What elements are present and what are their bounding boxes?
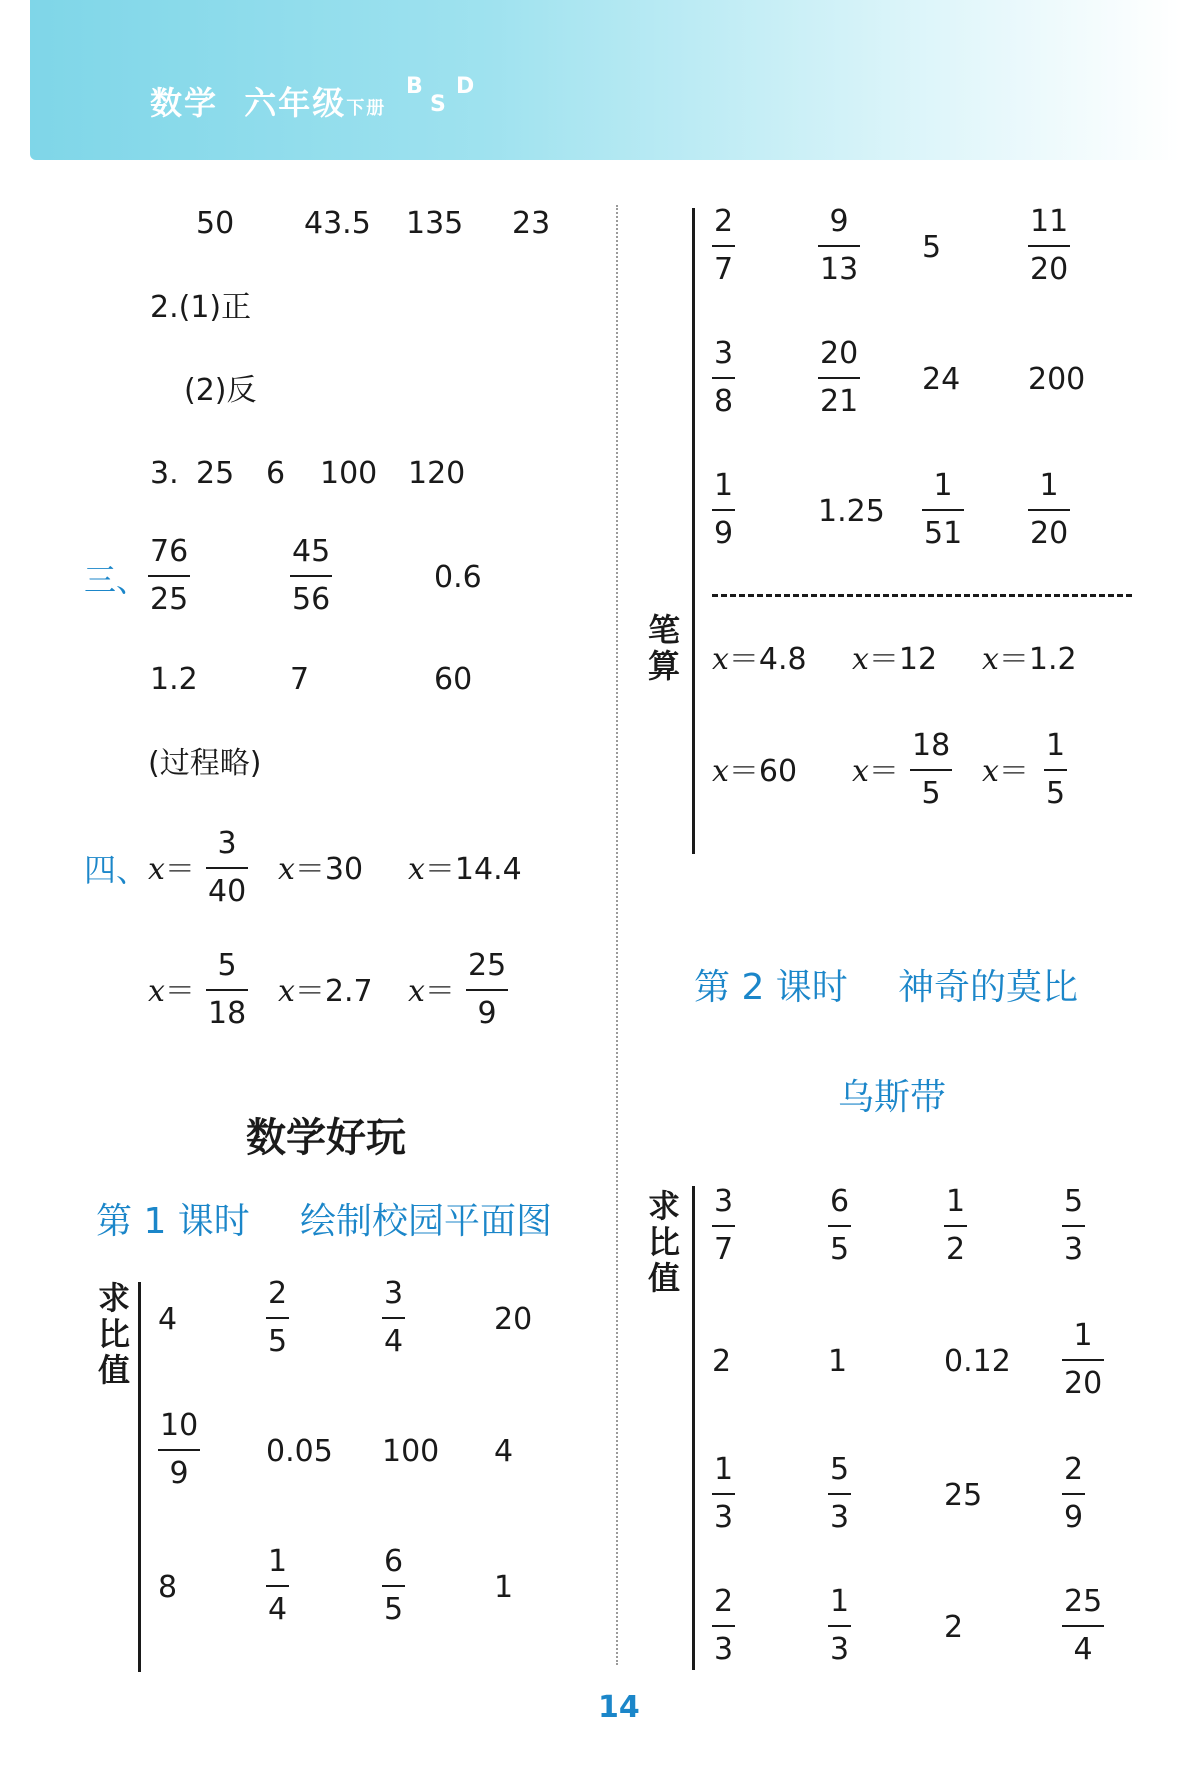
denominator: 3 (830, 1632, 850, 1667)
fraction (1062, 1584, 1104, 1668)
denominator: 20 (1030, 252, 1069, 287)
denominator: 3 (714, 1632, 734, 1667)
section-label-3: 三、 (84, 561, 149, 599)
denominator: 7 (714, 252, 734, 287)
equation: x＝14.4 (408, 852, 522, 887)
fraction (944, 1184, 967, 1268)
equation-value: 30 (324, 852, 364, 887)
fraction (712, 336, 735, 420)
equation-lhs: x＝ (148, 852, 195, 887)
header-banner (30, 0, 1180, 160)
equation-value: 14.4 (454, 852, 522, 887)
numerator: 2 (714, 204, 734, 239)
grade-label: 六年级 (244, 84, 347, 122)
variable: x (852, 642, 869, 677)
numerator: 10 (160, 1408, 199, 1443)
fraction (1062, 1452, 1085, 1536)
fraction (922, 468, 964, 552)
denominator: 8 (714, 384, 734, 419)
variable: x (408, 974, 425, 1009)
brand-s: S (430, 92, 446, 117)
equation-value: 1.2 (1028, 642, 1077, 677)
numerator: 20 (820, 336, 859, 371)
lesson-2-title-cont: 乌斯带 (838, 1077, 947, 1118)
numerator: 1 (1039, 468, 1059, 503)
fraction (206, 948, 248, 1032)
fraction (818, 336, 860, 420)
denominator: 5 (268, 1324, 288, 1359)
answer-value: 60 (434, 662, 473, 697)
denominator: 2 (946, 1232, 966, 1267)
variable: x (148, 974, 165, 1009)
numerator: 1 (1046, 728, 1066, 763)
answer-value: 0.12 (944, 1344, 1011, 1379)
column-divider (616, 205, 618, 1665)
equation-lhs: x＝ (408, 974, 455, 1009)
numerator: 1 (714, 1452, 734, 1487)
numerator: 11 (1030, 204, 1069, 239)
question-number: 3. (150, 456, 179, 491)
answer-value: 1 (828, 1344, 848, 1379)
variable: x (278, 974, 295, 1009)
fraction (712, 1584, 735, 1668)
answer-value: 1.25 (818, 494, 885, 529)
answer-value: 0.05 (266, 1434, 333, 1469)
answer-value: 5 (922, 230, 942, 265)
numerator: 1 (1073, 1318, 1093, 1353)
answer-value: 120 (408, 456, 466, 491)
denominator: 9 (477, 996, 497, 1031)
variable: x (712, 642, 729, 677)
book-title (150, 78, 386, 124)
denominator: 7 (714, 1232, 734, 1267)
variable: x (408, 852, 425, 887)
fraction (828, 1452, 851, 1536)
equation: x＝60 (712, 754, 798, 789)
denominator: 21 (820, 384, 859, 419)
fraction (712, 204, 735, 288)
variable: x (982, 754, 999, 789)
equation: x＝2.7 (278, 974, 373, 1009)
answer-value: 135 (406, 206, 464, 241)
fraction (712, 1184, 735, 1268)
numerator: 1 (714, 468, 734, 503)
vertical-rule (138, 1282, 141, 1672)
numerator: 25 (468, 948, 507, 983)
answer-value: 43.5 (304, 206, 371, 241)
answer-value: 100 (382, 1434, 440, 1469)
numerator: 1 (268, 1544, 288, 1579)
denominator: 4 (1073, 1632, 1093, 1667)
denominator: 9 (714, 516, 734, 551)
numerator: 5 (830, 1452, 850, 1487)
fraction (1044, 728, 1067, 812)
answer-value: 25 (196, 456, 235, 491)
ratio-label: 求比值 (647, 1187, 680, 1297)
equation: x＝12 (852, 642, 938, 677)
denominator: 20 (1064, 1366, 1103, 1401)
denominator: 20 (1030, 516, 1069, 551)
denominator: 3 (714, 1500, 734, 1535)
answer-q2-1: 2.(1)正 (150, 290, 252, 325)
numerator: 2 (1064, 1452, 1084, 1487)
answer-value: 6 (266, 456, 286, 491)
numerator: 6 (830, 1184, 850, 1219)
numerator: 18 (912, 728, 951, 763)
fraction (466, 948, 508, 1032)
answer-value: 8 (158, 1570, 178, 1605)
denominator: 5 (830, 1232, 850, 1267)
variable: x (278, 852, 295, 887)
lesson-2-title: 神奇的莫比 (898, 967, 1079, 1008)
denominator: 51 (924, 516, 963, 551)
volume-label: 下册 (346, 98, 387, 119)
equation-value: 60 (758, 754, 798, 789)
fraction (1062, 1318, 1104, 1402)
answer-value: 4 (158, 1302, 178, 1337)
answer-value: 23 (512, 206, 551, 241)
fraction (206, 826, 248, 910)
answer-value: 25 (944, 1478, 983, 1513)
equation: x＝1.2 (982, 642, 1077, 677)
denominator: 13 (820, 252, 859, 287)
fraction (910, 728, 952, 812)
variable: x (148, 852, 165, 887)
numerator: 76 (150, 534, 189, 569)
subject-label: 数学 (150, 84, 219, 122)
fraction (828, 1584, 851, 1668)
fraction (266, 1276, 289, 1360)
numerator: 45 (292, 534, 331, 569)
fraction (712, 1452, 735, 1536)
numerator: 3 (714, 336, 734, 371)
answer-value: 2 (944, 1610, 964, 1645)
lesson-1-number: 第 1 课时 (96, 1201, 250, 1242)
numerator: 2 (714, 1584, 734, 1619)
denominator: 5 (1046, 776, 1066, 811)
answer-q2-2: (2)反 (184, 373, 257, 408)
equation-lhs: x＝ (148, 974, 195, 1009)
dashed-divider (712, 594, 1132, 597)
denominator: 18 (208, 996, 247, 1031)
denominator: 5 (384, 1592, 404, 1627)
process-omitted-note: (过程略) (148, 746, 262, 781)
numerator: 5 (1064, 1184, 1084, 1219)
fraction (1062, 1184, 1085, 1268)
equation-value: 4.8 (758, 642, 807, 677)
fraction (1028, 204, 1070, 288)
denominator: 5 (921, 776, 941, 811)
denominator: 56 (292, 582, 331, 617)
lesson-2-number: 第 2 课时 (694, 967, 848, 1008)
answer-value: 20 (494, 1302, 533, 1337)
fraction (712, 468, 735, 552)
numerator: 6 (384, 1544, 404, 1579)
vertical-rule (692, 1186, 695, 1670)
page-number: 14 (598, 1690, 640, 1725)
answer-value: 200 (1028, 362, 1086, 397)
equation-value: 2.7 (324, 974, 373, 1009)
fraction (266, 1544, 289, 1628)
numerator: 3 (217, 826, 237, 861)
fraction (828, 1184, 851, 1268)
variable: x (712, 754, 729, 789)
fraction (818, 204, 860, 288)
written-calc-label: 笔算 (647, 611, 680, 685)
denominator: 3 (1064, 1232, 1084, 1267)
equation-value: 12 (898, 642, 938, 677)
equation-lhs: x＝ (982, 754, 1029, 789)
numerator: 2 (268, 1276, 288, 1311)
answer-value: 2 (712, 1344, 732, 1379)
brand-b: B (406, 74, 423, 99)
denominator: 40 (208, 874, 247, 909)
fraction (382, 1544, 405, 1628)
fraction (158, 1408, 200, 1492)
answer-value: 1 (494, 1570, 514, 1605)
equation: x＝30 (278, 852, 364, 887)
denominator: 4 (268, 1592, 288, 1627)
variable: x (852, 754, 869, 789)
answer-value: 24 (922, 362, 961, 397)
numerator: 3 (384, 1276, 404, 1311)
fraction (1028, 468, 1070, 552)
numerator: 25 (1064, 1584, 1103, 1619)
numerator: 1 (933, 468, 953, 503)
denominator: 9 (169, 1456, 189, 1491)
answer-value: 100 (320, 456, 378, 491)
vertical-rule (692, 208, 695, 854)
denominator: 4 (384, 1324, 404, 1359)
answer-value: 1.2 (150, 662, 198, 697)
numerator: 1 (830, 1584, 850, 1619)
fraction (382, 1276, 405, 1360)
lesson-1-title: 绘制校园平面图 (300, 1201, 553, 1242)
section-label-4: 四、 (84, 851, 149, 889)
answer-value: 7 (290, 662, 310, 697)
answer-value: 4 (494, 1434, 514, 1469)
equation: x＝4.8 (712, 642, 807, 677)
answer-value: 50 (196, 206, 235, 241)
variable: x (982, 642, 999, 677)
equation-lhs: x＝ (852, 754, 899, 789)
numerator: 1 (946, 1184, 966, 1219)
answer-value: 0.6 (434, 560, 482, 595)
brand-d: D (456, 74, 475, 99)
denominator: 9 (1064, 1500, 1084, 1535)
fun-section-title: 数学好玩 (246, 1115, 406, 1161)
numerator: 5 (217, 948, 237, 983)
fraction (148, 534, 190, 618)
denominator: 25 (150, 582, 189, 617)
fraction (290, 534, 332, 618)
numerator: 9 (829, 204, 849, 239)
ratio-label: 求比值 (97, 1279, 130, 1389)
denominator: 3 (830, 1500, 850, 1535)
numerator: 3 (714, 1184, 734, 1219)
